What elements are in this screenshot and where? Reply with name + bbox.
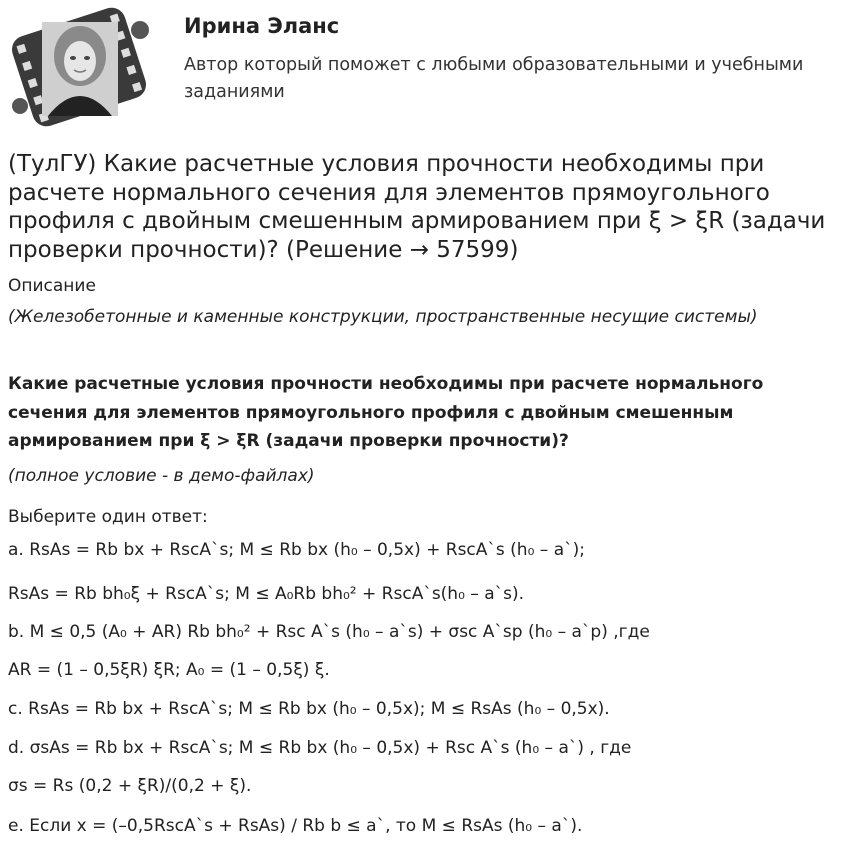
answer-line: c. RsAs = Rb bx + RscA`s; M ≤ Rb bx (h₀ – 0,5x); M ≤ RsAs (h₀ – 0,5x). <box>8 699 610 719</box>
answer-line: a. RsAs = Rb bx + RscA`s; M ≤ Rb bx (h₀ – 0,5x) + RscA`s (h₀ – a`); <box>8 540 585 560</box>
answer-line: σs = Rs (0,2 + ξR)/(0,2 + ξ). <box>8 776 252 796</box>
answer-line: b. M ≤ 0,5 (A₀ + AR) Rb bh₀² + Rsc A`s (h₀ – a`s) + σsc A`sp (h₀ – a`p) ,где <box>8 622 650 642</box>
description-label: Описание <box>8 276 96 296</box>
avatar-image <box>6 6 152 128</box>
page-title: (ТулГУ) Какие расчетные условия прочности необходимы при расчете нормального сечения для элементов прямоугольного профиля с двойным смешенным армированием при ξ > ξR (задачи проверки прочности)? (Решение → 57599) <box>8 151 826 263</box>
answer-line: d. σsAs = Rb bx + RscA`s; M ≤ Rb bx (h₀ – 0,5x) + Rsc A`s (h₀ – a`) , где <box>8 738 632 758</box>
author-name[interactable]: Ирина Эланс <box>184 14 340 38</box>
author-avatar[interactable] <box>6 6 152 128</box>
question-text: Какие расчетные условия прочности необходимы при расчете нормального сечения для элементов прямоугольного профиля с двойным смешенным армированием при ξ > ξR (задачи проверки прочности)? <box>8 374 764 451</box>
choose-prompt: Выберите один ответ: <box>8 507 208 527</box>
description-subject: (Железобетонные и каменные конструкции, пространственные несущие системы) <box>8 307 758 327</box>
answer-line: e. Если x = (–0,5RscA`s + RsAs) / Rb b ≤ a`, то M ≤ RsAs (h₀ – a`). <box>8 816 583 836</box>
answer-line: RsAs = Rb bh₀ξ + RscA`s; M ≤ A₀Rb bh₀² + RscA`s(h₀ – a`s). <box>8 584 525 604</box>
author-header <box>0 0 847 135</box>
demo-note: (полное условие - в демо-файлах) <box>8 466 315 486</box>
author-description: Автор который поможет с любыми образовательными и учебными заданиями <box>184 55 804 102</box>
answer-line: AR = (1 – 0,5ξR) ξR; A₀ = (1 – 0,5ξ) ξ. <box>8 660 330 680</box>
